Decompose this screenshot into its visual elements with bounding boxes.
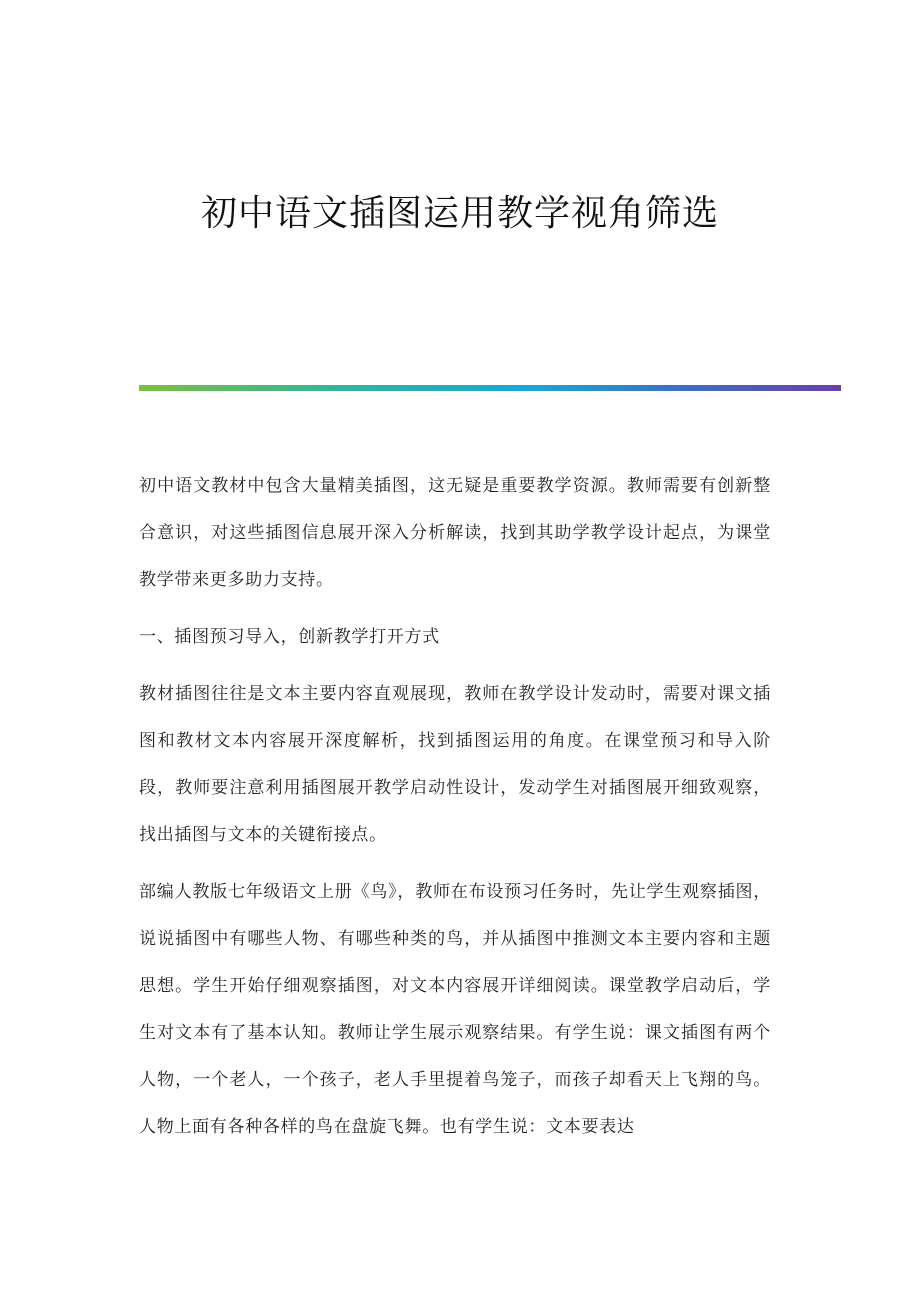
document-body [139,463,771,1161]
body-paragraph: 部编人教版七年级语文上册《鸟》，教师在布设预习任务时，先让学生观察插图，说说插图中有哪些人物、有哪些种类的鸟，并从插图中推测文本主要内容和主题思想。学生开始仔细观察插图，对文本内容展开详细阅读。课堂教学启动后，学生对文本有了基本认知。教师让学生展示观察结果。有学生说：课文插图有两个人物，一个老人，一个孩子，老人手里提着鸟笼子，而孩子却看天上飞翔的鸟。人物上面有各种各样的鸟在盘旋飞舞。也有学生说：文本要表达 [139,882,771,1137]
intro-paragraph: 初中语文教材中包含大量精美插图，这无疑是重要教学资源。教师需要有创新整合意识，对这些插图信息展开深入分析解读，找到其助学教学设计起点，为课堂教学带来更多助力支持。 [139,476,771,590]
page-title: 初中语文插图运用教学视角筛选 [200,193,719,234]
body-paragraph: 教材插图往往是文本主要内容直观展现，教师在教学设计发动时，需要对课文插图和教材文本内容展开深度解析，找到插图运用的角度。在课堂预习和导入阶段，教师要注意利用插图展开教学启动性设计，发动学生对插图展开细致观察，找出插图与文本的关键衔接点。 [139,684,771,845]
section-heading-1: 一、插图预习导入，创新教学打开方式 [139,627,440,647]
gradient-divider [139,385,841,391]
